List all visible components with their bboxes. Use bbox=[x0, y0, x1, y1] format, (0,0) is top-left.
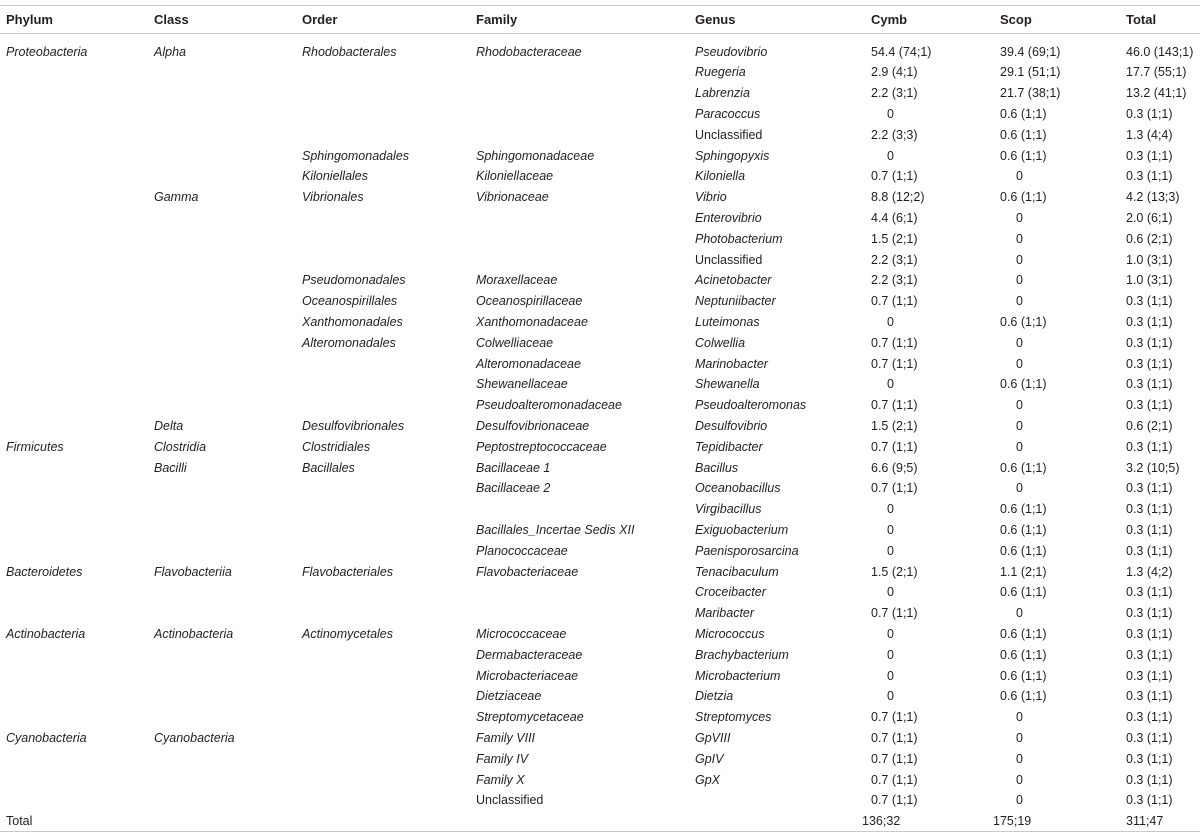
cell-family: Dermabacteraceae bbox=[476, 647, 583, 662]
cell-genus: GpVIII bbox=[695, 730, 731, 745]
total-label: Total bbox=[6, 814, 33, 829]
cell-total: 0.3 (1;1) bbox=[1126, 294, 1173, 309]
cell-total: 0.3 (1;1) bbox=[1126, 377, 1173, 392]
cell-family: Unclassified bbox=[476, 793, 544, 808]
cell-family: Peptostreptococcaceae bbox=[476, 439, 607, 454]
table-row bbox=[0, 207, 1200, 228]
cell-order: Bacillales bbox=[302, 460, 355, 475]
cell-genus: Photobacterium bbox=[695, 231, 783, 246]
cell-class: Bacilli bbox=[154, 460, 187, 475]
table-row bbox=[0, 727, 1200, 748]
cell-scop: 0.6 (1;1) bbox=[1000, 689, 1047, 704]
cell-cymb: 1.5 (2;1) bbox=[871, 418, 918, 433]
cell-scop: 0.6 (1;1) bbox=[1000, 626, 1047, 641]
cell-total: 0.3 (1;1) bbox=[1126, 148, 1173, 163]
cell-order: Xanthomonadales bbox=[302, 314, 403, 329]
cell-cymb: 0 bbox=[887, 377, 894, 392]
cell-total: 1.0 (3;1) bbox=[1126, 273, 1173, 288]
table-row bbox=[0, 124, 1200, 145]
cell-cymb: 0.7 (1;1) bbox=[871, 335, 918, 350]
table-row bbox=[0, 498, 1200, 519]
cell-total: 0.3 (1;1) bbox=[1126, 398, 1173, 413]
cell-cymb: 0.7 (1;1) bbox=[871, 439, 918, 454]
table-row bbox=[0, 82, 1200, 103]
cell-genus: Pseudovibrio bbox=[695, 44, 768, 59]
cell-cymb: 0.7 (1;1) bbox=[871, 751, 918, 766]
cell-total: 0.3 (1;1) bbox=[1126, 169, 1173, 184]
cell-scop: 0 bbox=[1016, 751, 1023, 766]
table-row bbox=[0, 186, 1200, 207]
cell-genus: Acinetobacter bbox=[695, 273, 772, 288]
table-row bbox=[0, 706, 1200, 727]
cell-genus: Sphingopyxis bbox=[695, 148, 770, 163]
table-row bbox=[0, 644, 1200, 665]
table-row bbox=[0, 623, 1200, 644]
cell-cymb: 0 bbox=[887, 668, 894, 683]
cell-cymb: 4.4 (6;1) bbox=[871, 210, 918, 225]
cell-scop: 0.6 (1;1) bbox=[1000, 543, 1047, 558]
cell-scop: 29.1 (51;1) bbox=[1000, 65, 1061, 80]
cell-order: Flavobacteriales bbox=[302, 564, 394, 579]
cell-scop: 0 bbox=[1016, 481, 1023, 496]
table-bottom-rule bbox=[0, 831, 1200, 832]
header-cymb: Cymb bbox=[871, 12, 908, 27]
cell-cymb: 0 bbox=[887, 585, 894, 600]
cell-order: Pseudomonadales bbox=[302, 273, 406, 288]
table-row bbox=[0, 415, 1200, 436]
cell-scop: 0.6 (1;1) bbox=[1000, 522, 1047, 537]
cell-cymb: 0.7 (1;1) bbox=[871, 481, 918, 496]
cell-cymb: 8.8 (12;2) bbox=[871, 190, 925, 205]
cell-family: Dietziaceae bbox=[476, 689, 542, 704]
cell-scop: 0 bbox=[1016, 439, 1023, 454]
cell-genus: Virgibacillus bbox=[695, 502, 762, 517]
table-row bbox=[0, 373, 1200, 394]
cell-family: Pseudoalteromonadaceae bbox=[476, 398, 622, 413]
table-row bbox=[0, 41, 1200, 62]
cell-total: 17.7 (55;1) bbox=[1126, 65, 1187, 80]
cell-order: Alteromonadales bbox=[302, 335, 396, 350]
header-rule bbox=[0, 33, 1200, 34]
cell-cymb: 2.9 (4;1) bbox=[871, 65, 918, 80]
cell-total: 0.6 (2;1) bbox=[1126, 231, 1173, 246]
cell-total: 46.0 (143;1) bbox=[1126, 44, 1194, 59]
cell-scop: 0 bbox=[1016, 335, 1023, 350]
cell-genus: Oceanobacillus bbox=[695, 481, 781, 496]
cell-total: 0.3 (1;1) bbox=[1126, 606, 1173, 621]
cell-genus: Exiguobacterium bbox=[695, 522, 789, 537]
cell-scop: 0 bbox=[1016, 273, 1023, 288]
cell-family: Alteromonadaceae bbox=[476, 356, 581, 371]
cell-cymb: 0 bbox=[887, 689, 894, 704]
cell-total: 0.3 (1;1) bbox=[1126, 772, 1173, 787]
cell-family: Microbacteriaceae bbox=[476, 668, 579, 683]
cell-cymb: 0 bbox=[887, 522, 894, 537]
header-family: Family bbox=[476, 12, 518, 27]
cell-order: Actinomycetales bbox=[302, 626, 394, 641]
cell-genus: Colwellia bbox=[695, 335, 746, 350]
cell-total: 3.2 (10;5) bbox=[1126, 460, 1180, 475]
cell-genus: Desulfovibrio bbox=[695, 418, 768, 433]
cell-total: 2.0 (6;1) bbox=[1126, 210, 1173, 225]
cell-genus: Micrococcus bbox=[695, 626, 765, 641]
table-row bbox=[0, 665, 1200, 686]
cell-genus: Maribacter bbox=[695, 606, 755, 621]
cell-scop: 0 bbox=[1016, 418, 1023, 433]
cell-total: 0.3 (1;1) bbox=[1126, 356, 1173, 371]
cell-cymb: 1.5 (2;1) bbox=[871, 231, 918, 246]
cell-genus: Enterovibrio bbox=[695, 210, 762, 225]
cell-scop: 0.6 (1;1) bbox=[1000, 127, 1047, 142]
cell-genus: Neptuniibacter bbox=[695, 294, 776, 309]
cell-family: Flavobacteriaceae bbox=[476, 564, 579, 579]
table-row bbox=[0, 332, 1200, 353]
cell-cymb: 0.7 (1;1) bbox=[871, 356, 918, 371]
cell-phylum: Firmicutes bbox=[6, 439, 64, 454]
cell-class: Actinobacteria bbox=[154, 626, 234, 641]
cell-genus: Paenisporosarcina bbox=[695, 543, 799, 558]
cell-cymb: 2.2 (3;3) bbox=[871, 127, 918, 142]
cell-scop: 21.7 (38;1) bbox=[1000, 86, 1061, 101]
table-row bbox=[0, 602, 1200, 623]
total-total: 311;47 bbox=[1126, 814, 1164, 829]
cell-scop: 0 bbox=[1016, 210, 1023, 225]
cell-scop: 0.6 (1;1) bbox=[1000, 148, 1047, 163]
table-top-rule bbox=[0, 5, 1200, 6]
cell-genus: Kiloniella bbox=[695, 169, 746, 184]
cell-total: 0.3 (1;1) bbox=[1126, 502, 1173, 517]
cell-total: 0.3 (1;1) bbox=[1126, 626, 1173, 641]
cell-family: Bacillales_Incertae Sedis XII bbox=[476, 522, 635, 537]
cell-scop: 0 bbox=[1016, 710, 1023, 725]
cell-scop: 0 bbox=[1016, 252, 1023, 267]
cell-cymb: 0 bbox=[887, 626, 894, 641]
cell-class: Delta bbox=[154, 418, 184, 433]
cell-family: Xanthomonadaceae bbox=[476, 314, 588, 329]
total-row bbox=[0, 810, 1200, 831]
cell-class: Flavobacteriia bbox=[154, 564, 232, 579]
cell-total: 0.3 (1;1) bbox=[1126, 710, 1173, 725]
cell-cymb: 6.6 (9;5) bbox=[871, 460, 918, 475]
table-row bbox=[0, 769, 1200, 790]
cell-scop: 0 bbox=[1016, 294, 1023, 309]
total-scop: 175;19 bbox=[993, 814, 1032, 829]
cell-family: Micrococcaceae bbox=[476, 626, 567, 641]
cell-total: 0.3 (1;1) bbox=[1126, 585, 1173, 600]
table-row bbox=[0, 394, 1200, 415]
cell-scop: 0.6 (1;1) bbox=[1000, 190, 1047, 205]
cell-family: Shewanellaceae bbox=[476, 377, 568, 392]
cell-order: Rhodobacterales bbox=[302, 44, 397, 59]
cell-genus: Labrenzia bbox=[695, 86, 750, 101]
cell-cymb: 0 bbox=[887, 106, 894, 121]
cell-total: 1.0 (3;1) bbox=[1126, 252, 1173, 267]
cell-genus: Shewanella bbox=[695, 377, 760, 392]
cell-cymb: 1.5 (2;1) bbox=[871, 564, 918, 579]
cell-phylum: Cyanobacteria bbox=[6, 730, 87, 745]
cell-family: Family VIII bbox=[476, 730, 536, 745]
table-row bbox=[0, 145, 1200, 166]
cell-genus: Luteimonas bbox=[695, 314, 760, 329]
table-row bbox=[0, 477, 1200, 498]
cell-scop: 0.6 (1;1) bbox=[1000, 647, 1047, 662]
cell-scop: 39.4 (69;1) bbox=[1000, 44, 1061, 59]
cell-family: Kiloniellaceae bbox=[476, 169, 554, 184]
cell-family: Desulfovibrionaceae bbox=[476, 418, 590, 433]
cell-phylum: Proteobacteria bbox=[6, 44, 88, 59]
total-cymb: 136;32 bbox=[862, 814, 901, 829]
cell-cymb: 2.2 (3;1) bbox=[871, 273, 918, 288]
cell-scop: 0 bbox=[1016, 356, 1023, 371]
cell-scop: 0 bbox=[1016, 398, 1023, 413]
cell-family: Colwelliaceae bbox=[476, 335, 554, 350]
cell-scop: 0 bbox=[1016, 606, 1023, 621]
table-row bbox=[0, 685, 1200, 706]
cell-family: Rhodobacteraceae bbox=[476, 44, 582, 59]
table-row bbox=[0, 269, 1200, 290]
table-row bbox=[0, 290, 1200, 311]
cell-scop: 0.6 (1;1) bbox=[1000, 377, 1047, 392]
table-row bbox=[0, 748, 1200, 769]
cell-total: 0.3 (1;1) bbox=[1126, 335, 1173, 350]
cell-total: 0.3 (1;1) bbox=[1126, 793, 1173, 808]
cell-cymb: 0 bbox=[887, 647, 894, 662]
cell-scop: 0.6 (1;1) bbox=[1000, 460, 1047, 475]
table-row bbox=[0, 581, 1200, 602]
cell-genus: Croceibacter bbox=[695, 585, 766, 600]
cell-scop: 0.6 (1;1) bbox=[1000, 668, 1047, 683]
cell-total: 1.3 (4;4) bbox=[1126, 127, 1173, 142]
cell-scop: 0 bbox=[1016, 772, 1023, 787]
cell-family: Streptomycetaceae bbox=[476, 710, 584, 725]
cell-cymb: 0.7 (1;1) bbox=[871, 294, 918, 309]
cell-cymb: 0 bbox=[887, 543, 894, 558]
cell-family: Moraxellaceae bbox=[476, 273, 558, 288]
cell-cymb: 0.7 (1;1) bbox=[871, 730, 918, 745]
cell-phylum: Bacteroidetes bbox=[6, 564, 83, 579]
cell-cymb: 0 bbox=[887, 502, 894, 517]
cell-family: Sphingomonadaceae bbox=[476, 148, 595, 163]
cell-scop: 0 bbox=[1016, 169, 1023, 184]
cell-family: Bacillaceae 2 bbox=[476, 481, 551, 496]
cell-total: 0.3 (1;1) bbox=[1126, 543, 1173, 558]
cell-family: Vibrionaceae bbox=[476, 190, 549, 205]
cell-order: Oceanospirillales bbox=[302, 294, 398, 309]
cell-total: 0.6 (2;1) bbox=[1126, 418, 1173, 433]
cell-cymb: 0.7 (1;1) bbox=[871, 772, 918, 787]
cell-order: Kiloniellales bbox=[302, 169, 369, 184]
cell-order: Sphingomonadales bbox=[302, 148, 410, 163]
cell-scop: 0 bbox=[1016, 730, 1023, 745]
cell-scop: 0 bbox=[1016, 231, 1023, 246]
cell-family: Oceanospirillaceae bbox=[476, 294, 583, 309]
header-class: Class bbox=[154, 12, 189, 27]
cell-cymb: 0 bbox=[887, 314, 894, 329]
cell-cymb: 0.7 (1;1) bbox=[871, 710, 918, 725]
table-row bbox=[0, 540, 1200, 561]
cell-total: 0.3 (1;1) bbox=[1126, 439, 1173, 454]
cell-genus: Microbacterium bbox=[695, 668, 781, 683]
table-row bbox=[0, 436, 1200, 457]
cell-scop: 0.6 (1;1) bbox=[1000, 314, 1047, 329]
table-row bbox=[0, 311, 1200, 332]
cell-total: 0.3 (1;1) bbox=[1126, 522, 1173, 537]
cell-genus: Tenacibaculum bbox=[695, 564, 779, 579]
cell-scop: 0 bbox=[1016, 793, 1023, 808]
cell-class: Cyanobacteria bbox=[154, 730, 235, 745]
cell-cymb: 2.2 (3;1) bbox=[871, 86, 918, 101]
cell-genus: Bacillus bbox=[695, 460, 739, 475]
header-genus: Genus bbox=[695, 12, 736, 27]
cell-scop: 0.6 (1;1) bbox=[1000, 585, 1047, 600]
cell-total: 0.3 (1;1) bbox=[1126, 730, 1173, 745]
cell-genus: Dietzia bbox=[695, 689, 734, 704]
table-row bbox=[0, 228, 1200, 249]
cell-genus: Brachybacterium bbox=[695, 647, 789, 662]
cell-genus: Unclassified bbox=[695, 252, 763, 267]
table-row bbox=[0, 519, 1200, 540]
table-row bbox=[0, 249, 1200, 270]
cell-total: 0.3 (1;1) bbox=[1126, 647, 1173, 662]
cell-total: 4.2 (13;3) bbox=[1126, 190, 1180, 205]
table-row bbox=[0, 103, 1200, 124]
cell-total: 0.3 (1;1) bbox=[1126, 689, 1173, 704]
cell-cymb: 0.7 (1;1) bbox=[871, 793, 918, 808]
cell-genus: Streptomyces bbox=[695, 710, 772, 725]
cell-cymb: 0 bbox=[887, 148, 894, 163]
cell-genus: GpX bbox=[695, 772, 721, 787]
cell-genus: Marinobacter bbox=[695, 356, 768, 371]
table-row bbox=[0, 789, 1200, 810]
table-row bbox=[0, 353, 1200, 374]
cell-cymb: 0.7 (1;1) bbox=[871, 606, 918, 621]
cell-cymb: 2.2 (3;1) bbox=[871, 252, 918, 267]
cell-class: Clostridia bbox=[154, 439, 207, 454]
table-row bbox=[0, 165, 1200, 186]
cell-class: Alpha bbox=[154, 44, 186, 59]
cell-genus: Unclassified bbox=[695, 127, 763, 142]
cell-genus: Ruegeria bbox=[695, 65, 746, 80]
cell-scop: 1.1 (2;1) bbox=[1000, 564, 1047, 579]
cell-genus: Paracoccus bbox=[695, 106, 761, 121]
header-scop: Scop bbox=[1000, 12, 1032, 27]
table-row bbox=[0, 561, 1200, 582]
cell-scop: 0.6 (1;1) bbox=[1000, 502, 1047, 517]
cell-total: 1.3 (4;2) bbox=[1126, 564, 1173, 579]
cell-total: 0.3 (1;1) bbox=[1126, 106, 1173, 121]
table-row bbox=[0, 457, 1200, 478]
cell-order: Clostridiales bbox=[302, 439, 371, 454]
cell-family: Family X bbox=[476, 772, 525, 787]
cell-class: Gamma bbox=[154, 190, 199, 205]
cell-order: Desulfovibrionales bbox=[302, 418, 405, 433]
cell-genus: Pseudoalteromonas bbox=[695, 398, 807, 413]
header-order: Order bbox=[302, 12, 338, 27]
cell-order: Vibrionales bbox=[302, 190, 364, 205]
cell-total: 0.3 (1;1) bbox=[1126, 314, 1173, 329]
cell-scop: 0.6 (1;1) bbox=[1000, 106, 1047, 121]
cell-total: 0.3 (1;1) bbox=[1126, 668, 1173, 683]
cell-genus: GpIV bbox=[695, 751, 724, 766]
cell-phylum: Actinobacteria bbox=[6, 626, 86, 641]
header-phylum: Phylum bbox=[6, 12, 53, 27]
cell-family: Family IV bbox=[476, 751, 529, 766]
cell-family: Bacillaceae 1 bbox=[476, 460, 551, 475]
cell-cymb: 0.7 (1;1) bbox=[871, 169, 918, 184]
cell-total: 0.3 (1;1) bbox=[1126, 751, 1173, 766]
cell-genus: Tepidibacter bbox=[695, 439, 763, 454]
cell-genus: Vibrio bbox=[695, 190, 727, 205]
cell-cymb: 54.4 (74;1) bbox=[871, 44, 932, 59]
cell-total: 0.3 (1;1) bbox=[1126, 481, 1173, 496]
table-row bbox=[0, 61, 1200, 82]
cell-total: 13.2 (41;1) bbox=[1126, 86, 1187, 101]
cell-family: Planococcaceae bbox=[476, 543, 568, 558]
cell-cymb: 0.7 (1;1) bbox=[871, 398, 918, 413]
header-total: Total bbox=[1126, 12, 1157, 27]
